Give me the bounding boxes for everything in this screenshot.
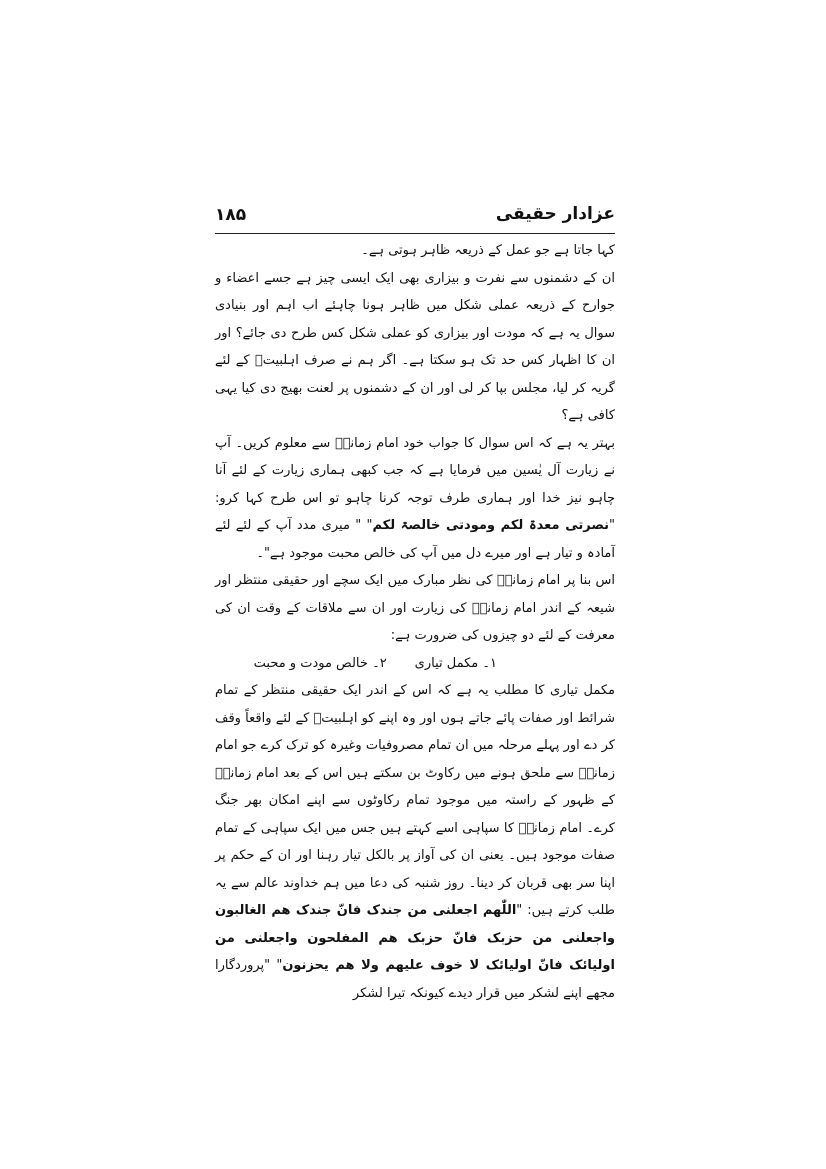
running-title: عزادار حقیقی <box>495 204 615 224</box>
list-item-1: ۱۔ مکمل تیاری <box>414 655 497 671</box>
paragraph-3-text-b: " " میری مدد آپ کے لئے لئے آمادہ و تیار ہے اور میرے دل میں آپ کی خالص محبت موجود ہے"۔ <box>215 518 615 561</box>
requirements-list <box>215 650 615 678</box>
paragraph-4: اس بنا پر امام زمانہؑ کی نظر مبارک میں ایک سچے اور حقیقی منتظر اور شیعہ کے اندر امام زمانہؑ کی زیارت اور ان سے ملاقات کے وقت ان کی معرفت کے لئے دو چیزوں کی ضرورت ہے: <box>215 573 615 643</box>
paragraph-2: ان کے دشمنوں سے نفرت و بیزاری بھی ایک ایسی چیز ہے جسے اعضاء و جوارح کے ذریعہ عملی شکل میں ظاہر ہونا چاہئے اب اہم اور بنیادی سوال یہ ہے کہ مودت اور بیزاری کو عملی شکل کس طرح دی جائے؟ اور ان کا اظہار کس حد تک ہو سکتا ہے۔ اگر ہم نے صرف اہلبیتؑ کے لئے گریہ کر لیا، مجلس بپا کر لی اور ان کے دشمنوں پر لعنت بھیج دی کیا یہی کافی ہے؟ <box>215 270 615 423</box>
paragraph-3-text-a: بہتر یہ ہے کہ اس سوال کا جواب خود امام زمانہؑ سے معلوم کریں۔ آپ نے زیارت آل یٰسین میں فرمایا ہے کہ جب کبھی ہماری زیارت کے لئے آنا چاہو نیز خدا اور ہماری طرف توجہ کرنا چاہو تو اس طرح کہا کرو: " <box>215 435 615 533</box>
paragraph-3 <box>215 430 615 568</box>
page-header <box>215 203 615 231</box>
list-item-2: ۲۔ خالص مودت و محبت <box>253 655 387 671</box>
page-number: ۱۸۵ <box>215 205 247 225</box>
arabic-quote-1: نصرتی معدۃ لکم ومودتی خالصۃ لکم <box>372 518 610 533</box>
body-text <box>215 237 615 1007</box>
header-divider <box>215 233 615 234</box>
paragraph-5-text-a: مکمل تیاری کا مطلب یہ ہے کہ اس کے اندر ایک حقیقی منتظر کے تمام شرائط اور صفات پائے جاتے ہوں اور وہ اپنے کو اہلبیتؑ کے لئے واقعاً وقف کر دے اور پہلے مرحلہ میں ان تمام مصروفیات وغیرہ کو ترک کرے جو امام زمانہؑ سے ملحق ہونے میں رکاوٹ بن سکتے ہیں اس کے بعد امام زمانہؑ کے ظہور کے راستہ میں موجود تمام رکاوٹوں سے اپنے امکان بھر جنگ کرے۔ امام زمانہؑ کا سپاہی اسے کہتے ہیں جس میں ایک سپاہی کے تمام صفات موجود ہیں۔ یعنی ان کی آواز پر بالکل تیار رہنا اور ان کے حکم پر اپنا سر بھی قربان کر دینا۔ روز شنبہ کی دعا میں ہم خداوند عالم سے یہ طلب کرتے ہیں: " <box>215 683 615 918</box>
paragraph-5 <box>215 677 615 1007</box>
arabic-quote-2: اللّٰھم اجعلنی من جندک فانّ جندک ھم الغالبون واجعلنی من حزبک فانّ حزبک ھم المفلحون واجعلنی من اولیائک فانّ اولیائک لا خوف علیھم ولا ھم یحزنون <box>215 903 615 973</box>
paragraph-1: کہا جاتا ہے جو عمل کے ذریعہ ظاہر ہوتی ہے۔ <box>361 243 615 258</box>
paragraph-5-text-b: " "پروردگارا مجھے اپنے لشکر میں قرار دیدے کیونکہ تیرا لشکر <box>215 958 615 1001</box>
